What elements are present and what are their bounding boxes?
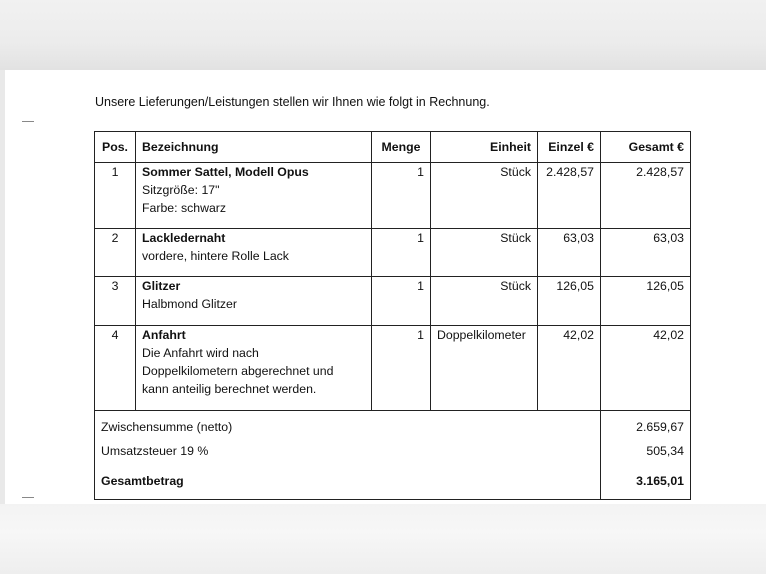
item-description <box>136 229 372 277</box>
header-gesamt: Gesamt € <box>601 132 691 163</box>
margin-mark <box>22 121 34 122</box>
item-gesamt: 2.428,57 <box>601 163 691 229</box>
item-pos: 3 <box>95 277 136 326</box>
item-detail: Die Anfahrt wird nach <box>142 346 259 360</box>
item-gesamt: 42,02 <box>601 326 691 411</box>
item-description <box>136 163 372 229</box>
vat-value: 505,34 <box>601 439 691 467</box>
subtotal-value: 2.659,67 <box>601 411 691 440</box>
subtotal-label: Zwischensumme (netto) <box>95 411 601 440</box>
item-menge: 1 <box>372 163 431 229</box>
item-name: Anfahrt <box>142 328 186 342</box>
item-description <box>136 326 372 411</box>
item-pos: 1 <box>95 163 136 229</box>
margin-mark <box>22 497 34 498</box>
item-detail: Doppelkilometern abgerechnet und <box>142 364 334 378</box>
vat-label: Umsatzsteuer 19 % <box>95 439 601 467</box>
header-einheit: Einheit <box>431 132 538 163</box>
table-row <box>95 326 691 411</box>
item-detail: Sitzgröße: 17" <box>142 183 220 197</box>
item-description <box>136 277 372 326</box>
table-header-row <box>95 132 691 163</box>
header-menge: Menge <box>372 132 431 163</box>
item-detail: kann anteilig berechnet werden. <box>142 382 317 396</box>
item-menge: 1 <box>372 326 431 411</box>
total-value: 3.165,01 <box>601 467 691 500</box>
item-detail: vordere, hintere Rolle Lack <box>142 249 289 263</box>
item-einheit: Stück <box>431 163 538 229</box>
table-row <box>95 277 691 326</box>
item-pos: 4 <box>95 326 136 411</box>
table-row <box>95 163 691 229</box>
item-einzel: 2.428,57 <box>538 163 601 229</box>
item-name: Lackledernaht <box>142 231 226 245</box>
item-detail: Farbe: schwarz <box>142 201 227 215</box>
total-row <box>95 467 691 500</box>
blurred-background-top <box>0 0 766 70</box>
blurred-background-bottom <box>0 504 766 574</box>
table-row <box>95 229 691 277</box>
item-pos: 2 <box>95 229 136 277</box>
item-einheit: Stück <box>431 277 538 326</box>
item-einheit: Doppelkilometer <box>431 326 538 411</box>
total-label: Gesamtbetrag <box>95 467 601 500</box>
intro-text: Unsere Lieferungen/Leistungen stellen wir Ihnen wie folgt in Rechnung. <box>95 95 490 109</box>
item-gesamt: 126,05 <box>601 277 691 326</box>
item-einzel: 42,02 <box>538 326 601 411</box>
item-einzel: 63,03 <box>538 229 601 277</box>
item-menge: 1 <box>372 277 431 326</box>
item-gesamt: 63,03 <box>601 229 691 277</box>
item-detail: Halbmond Glitzer <box>142 297 237 311</box>
item-name: Glitzer <box>142 279 181 293</box>
header-einzel: Einzel € <box>538 132 601 163</box>
header-pos: Pos. <box>95 132 136 163</box>
item-menge: 1 <box>372 229 431 277</box>
subtotal-row <box>95 411 691 440</box>
vat-row <box>95 439 691 467</box>
item-einheit: Stück <box>431 229 538 277</box>
invoice-table <box>94 131 691 500</box>
header-bezeichnung: Bezeichnung <box>136 132 372 163</box>
item-einzel: 126,05 <box>538 277 601 326</box>
item-name: Sommer Sattel, Modell Opus <box>142 165 309 179</box>
